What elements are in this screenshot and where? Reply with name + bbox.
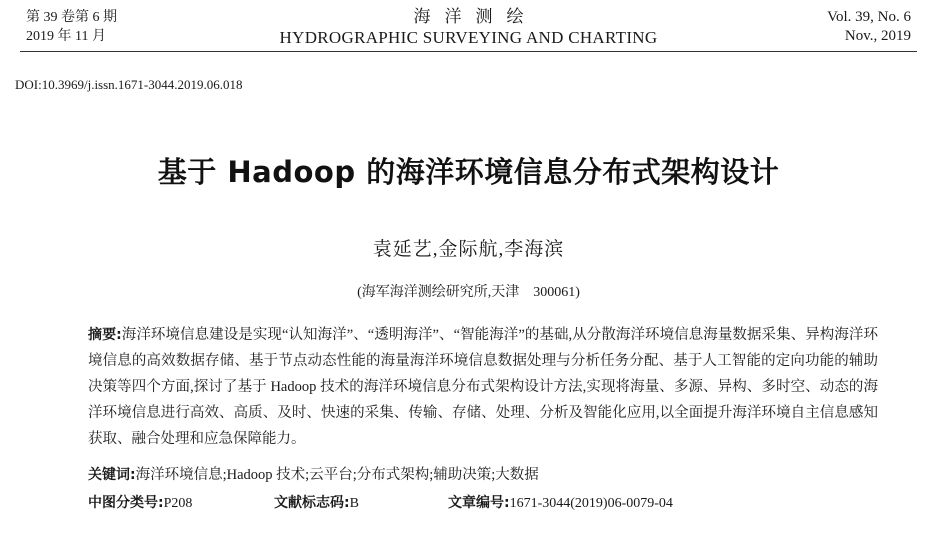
doc-code-label: 文献标志码: — [274, 495, 350, 511]
article-number-label: 文章编号: — [448, 495, 510, 511]
journal-header — [0, 0, 937, 52]
keywords-label: 关键词: — [88, 467, 136, 483]
clc-number — [88, 492, 192, 512]
volume-en: Vol. 39, No. 6 — [827, 9, 911, 25]
abstract — [88, 322, 878, 452]
paper-title: 基于 Hadoop 的海洋环境信息分布式架构设计 — [157, 155, 780, 189]
header-divider — [20, 51, 917, 52]
affiliation: (海军海洋测绘研究所,天津 300061) — [357, 285, 580, 300]
keywords-text: 海洋环境信息;Hadoop 技术;云平台;分布式架构;辅助决策;大数据 — [135, 467, 539, 483]
volume-cn: 第 39 卷第 6 期 — [26, 10, 117, 25]
authors: 袁延艺,金际航,李海滨 — [372, 239, 565, 260]
journal-name-cn: 海洋测绘 — [413, 7, 538, 26]
article-number — [448, 492, 673, 512]
date-en: Nov., 2019 — [844, 28, 911, 44]
article-number-value: 1671-3044(2019)06-0079-04 — [509, 496, 673, 511]
header-right — [827, 8, 911, 46]
date-cn: 2019 年 11 月 — [26, 29, 106, 44]
doc-code-value: B — [349, 496, 359, 511]
clc-label: 中图分类号: — [88, 495, 164, 511]
document-code — [274, 492, 359, 512]
journal-name-en: HYDROGRAPHIC SURVEYING AND CHARTING — [279, 28, 658, 47]
keywords — [88, 463, 539, 484]
doi: DOI:10.3969/j.issn.1671-3044.2019.06.018 — [15, 77, 243, 92]
clc-value: P208 — [163, 496, 193, 511]
abstract-label: 摘要: — [88, 327, 122, 343]
abstract-text: 海洋环境信息建设是实现“认知海洋”、“透明海洋”、“智能海洋”的基础,从分散海洋环境信息海量数据采集、异构海洋环境信息的高效数据存储、基于节点动态性能的海量海洋环境信息数据处理与分析任务分配、基于人工智能的定向功能的辅助决策等四个方面,探讨了基于 Hadoop 技术的海洋环境信息分布式架构设计方法,实现将海量、多源、异构、多时空、动态的海洋环境信息进行高效、高质、及时、快速的采集、传输、存储、处理、分析及智能化应用,以全面提升海洋环境自主信息感知获取、融合处理和应急保障能力。 — [88, 327, 878, 447]
header-center — [0, 6, 937, 49]
